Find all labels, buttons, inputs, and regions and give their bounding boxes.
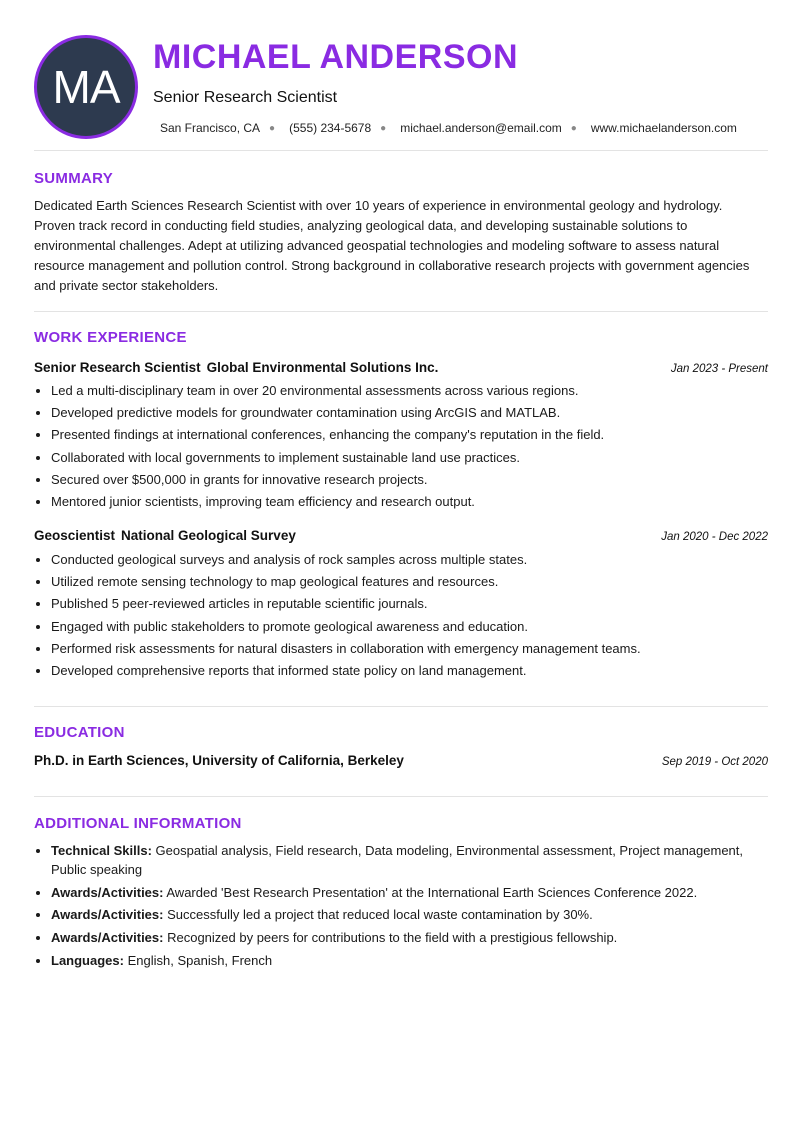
item-label: Technical Skills: (51, 843, 152, 858)
contact-website[interactable]: www.michaelanderson.com (590, 121, 737, 135)
item-text: Awarded 'Best Research Presentation' at the International Earth Sciences Conference 2022. (166, 884, 698, 900)
list-item: • Utilized remote sensing technology to map geological features and resources. (51, 571, 781, 593)
divider (34, 150, 768, 151)
summary-text: Dedicated Earth Sciences Research Scientist with over 10 years of experience in environmental geology and hydrology. Proven track record in conducting field studies, analyzing geological data, and developing sustainable solutions to environmental challenges. Adept at utilizing advanced geospatial technologies and modeling software to assess natural resource management and pollution control. Strong background in collaborative research projects with government agencies and private sector stakeholders. (34, 198, 750, 293)
list-item: • Presented findings at international conferences, enhancing the company's reputation in the field. (51, 424, 781, 446)
job-bullets (34, 549, 781, 682)
list-item: • Developed predictive models for groundwater contamination using ArcGIS and MATLAB. (51, 402, 781, 424)
item-text: Geospatial analysis, Field research, Data modeling, Environmental assessment, Project management, Public speaking (51, 843, 743, 877)
item-text: Recognized by peers for contributions to the field with a prestigious fellowship. (167, 929, 618, 945)
list-item: • Engaged with public stakeholders to promote geological awareness and education. (51, 616, 781, 638)
list-item: • Developed comprehensive reports that informed state policy on land management. (51, 660, 781, 682)
list-item: • Conducted geological surveys and analysis of rock samples across multiple states. (51, 549, 781, 571)
item-label: Languages: (51, 952, 124, 968)
item-label: Awards/Activities: (51, 884, 164, 900)
list-item (51, 928, 781, 947)
list-item: • Performed risk assessments for natural disasters in collaboration with emergency management teams. (51, 638, 781, 660)
divider (34, 706, 768, 707)
work-experience-heading: WORK EXPERIENCE (34, 329, 187, 346)
divider (34, 311, 768, 312)
education-heading: EDUCATION (34, 724, 125, 741)
job-date: Jan 2023 - Present (670, 363, 768, 375)
job-title: Senior Research Scientist (34, 360, 201, 375)
list-item: • Secured over $500,000 in grants for innovative research projects. (51, 469, 781, 491)
contact-line (160, 121, 737, 135)
job-bullets (34, 380, 781, 513)
item-label: Awards/Activities: (51, 907, 164, 922)
divider (34, 796, 768, 797)
separator-dot-icon: ● (269, 122, 276, 134)
list-item (51, 951, 781, 970)
education-entry (34, 753, 768, 768)
list-item: • Led a multi-disciplinary team in over 20 environmental assessments across various regions. (51, 380, 781, 402)
job-title: Geoscientist (34, 528, 116, 543)
education-degree: Ph.D. in Earth Sciences, University of California, Berkeley (34, 753, 404, 768)
job-company: National Geological Survey (121, 528, 296, 543)
item-text: Successfully led a project that reduced local waste contamination by 30%. (167, 907, 593, 922)
job-header (34, 359, 768, 377)
list-item: • Mentored junior scientists, improving team efficiency and research output. (51, 491, 781, 513)
list-item (51, 841, 781, 879)
list-item (51, 883, 781, 902)
separator-dot-icon: ● (570, 122, 577, 134)
separator-dot-icon: ● (380, 122, 387, 134)
additional-info-heading: ADDITIONAL INFORMATION (34, 815, 242, 832)
item-label: Awards/Activities: (51, 929, 164, 945)
contact-email[interactable]: michael.anderson@email.com (400, 121, 562, 135)
candidate-name: MICHAEL ANDERSON (153, 38, 519, 76)
summary-heading: SUMMARY (34, 170, 114, 187)
avatar (34, 35, 138, 139)
contact-location: San Francisco, CA (160, 121, 261, 135)
list-item: • Published 5 peer-reviewed articles in reputable scientific journals. (51, 593, 781, 615)
candidate-title: Senior Research Scientist (153, 89, 338, 106)
job-header (34, 527, 768, 545)
list-item (51, 905, 781, 924)
education-date: Sep 2019 - Oct 2020 (661, 756, 768, 768)
avatar-initials: MA (52, 61, 120, 113)
contact-phone[interactable]: (555) 234-5678 (289, 121, 372, 135)
job-date: Jan 2020 - Dec 2022 (661, 531, 768, 543)
list-item: • Collaborated with local governments to implement sustainable land use practices. (51, 447, 781, 469)
job-company: Global Environmental Solutions Inc. (206, 360, 439, 375)
item-text: English, Spanish, French (127, 952, 273, 968)
additional-info-list (34, 841, 781, 973)
